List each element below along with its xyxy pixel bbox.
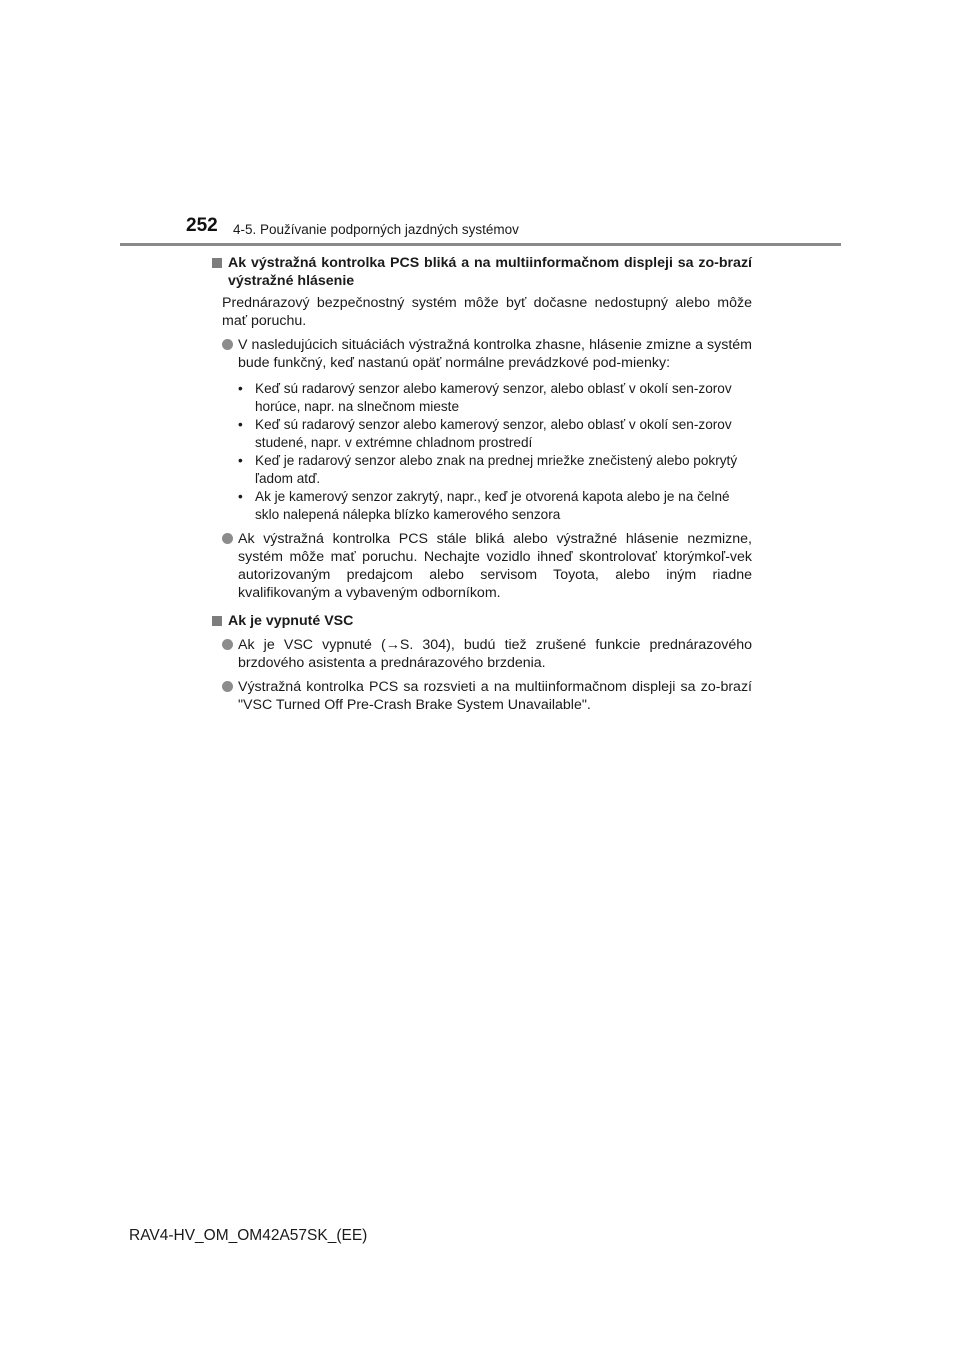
list-item [236,380,752,416]
list-item [236,488,752,524]
list-item [222,678,752,714]
intro-paragraph: Prednárazový bezpečnostný systém môže byť dočasne nedostupný alebo môže mať poruchu. [222,295,752,329]
bullet-text: V nasledujúcich situáciách výstražná kontrolka zhasne, hlásenie zmizne a systém bude funkčný, keď nastanú opäť normálne prevádzkové pod-mienky: [238,337,752,371]
header-divider [120,243,841,246]
heading-text: Ak je vypnuté VSC [228,613,354,629]
circle-bullet-icon [222,639,233,650]
bullet-text: Ak výstražná kontrolka PCS stále bliká alebo výstražné hlásenie nezmizne, systém môže mať poruchu. Nechajte vozidlo ihneď skontrolovať ktorýmkoľ-vek autorizovaným predajcom alebo servisom Toyota, alebo iným riadne kvalifikovaným a vybaveným odborníkom. [238,531,752,601]
condition-text: Ak je kamerový senzor zakrytý, napr., keď je otvorená kapota alebo je na čelné sklo nalepená nálepka blízko kamerového senzora [255,489,730,522]
bullet-text: Ak je VSC vypnuté (→S. 304), budú tiež zrušené funkcie prednárazového brzdového asistenta a prednárazového brzdenia. [238,637,752,671]
circle-bullet-icon [222,533,233,544]
square-bullet-icon [212,616,222,626]
condition-text: Keď je radarový senzor alebo znak na prednej mriežke znečistený alebo pokrytý ľadom atď. [255,453,738,486]
section-heading-pcs [212,254,752,290]
small-dot-icon: • [238,381,243,396]
square-bullet-icon [212,258,222,268]
small-dot-icon: • [238,489,243,504]
page-number: 252 [186,215,218,236]
condition-text: Keď sú radarový senzor alebo kamerový senzor, alebo oblasť v okolí sen-zorov horúce, napr. na slnečnom mieste [255,381,732,414]
circle-bullet-icon [222,339,233,350]
circle-bullet-icon [222,681,233,692]
small-dot-icon: • [238,417,243,432]
small-dot-icon: • [238,453,243,468]
page-content [212,254,752,714]
list-item [236,416,752,452]
condition-text: Keď sú radarový senzor alebo kamerový senzor, alebo oblasť v okolí sen-zorov studené, napr. v extrémne chladnom prostredí [255,417,732,450]
section-title: 4-5. Používanie podporných jazdných systémov [233,222,519,237]
section-heading-vsc [212,612,752,630]
conditions-list [236,380,752,524]
heading-text: Ak výstražná kontrolka PCS bliká a na multiinformačnom displeji sa zo-brazí výstražné hlásenie [228,255,752,289]
document-id: RAV4-HV_OM_OM42A57SK_(EE) [129,1227,368,1244]
list-item [222,636,752,672]
list-item [222,336,752,372]
list-item [236,452,752,488]
list-item [222,530,752,602]
bullet-text: Výstražná kontrolka PCS sa rozsvieti a na multiinformačnom displeji sa zo-brazí "VSC Turned Off Pre-Crash Brake System Unavailable". [238,679,752,713]
